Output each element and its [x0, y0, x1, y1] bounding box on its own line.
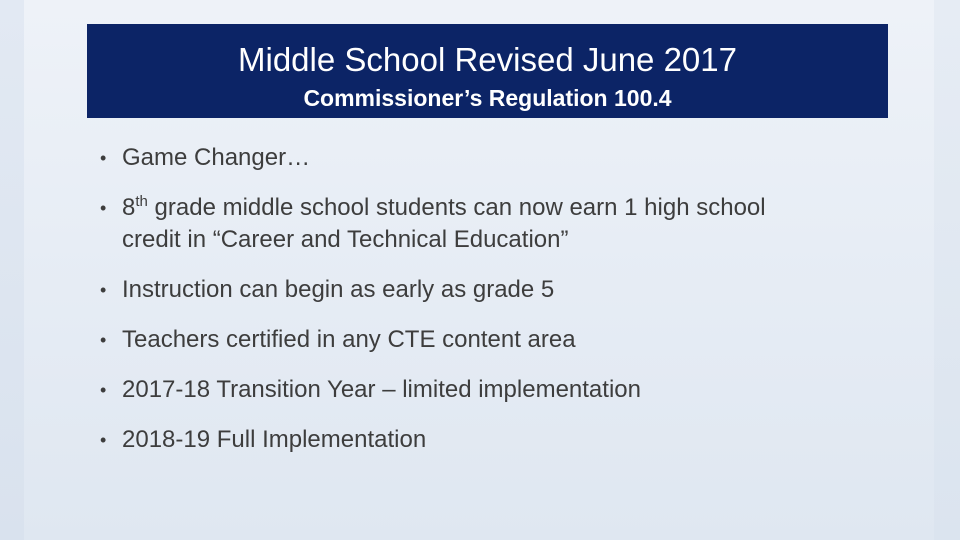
bullet-item-full-implementation	[100, 424, 900, 456]
bullet-text-ordinal-suffix: th	[135, 193, 148, 210]
slide-title: Middle School Revised June 2017	[238, 41, 737, 78]
bullet-item-teacher-certification	[100, 324, 900, 356]
bullet-text: Game Changer…	[122, 144, 311, 171]
bullet-item-high-school-credit	[100, 192, 900, 256]
bullet-icon: •	[100, 380, 107, 400]
title-banner	[87, 24, 888, 118]
bullet-text: 2018-19 Full Implementation	[122, 426, 427, 453]
bullet-text-grade-number: 8	[122, 194, 136, 221]
decorative-band-right	[934, 0, 960, 540]
bullet-icon: •	[100, 330, 107, 350]
slide-subtitle: Commissioner’s Regulation 100.4	[303, 85, 672, 111]
bullet-text	[122, 192, 900, 256]
bullet-icon: •	[100, 280, 107, 300]
bullet-text: 2017-18 Transition Year – limited implementation	[122, 376, 641, 403]
bullet-text: Instruction can begin as early as grade 5	[122, 276, 555, 303]
bullet-icon: •	[100, 430, 107, 450]
bullet-text-line1: grade middle school students can now earn 1 high school	[147, 194, 766, 221]
bullet-list	[100, 142, 900, 456]
bullet-text-line2: credit in “Career and Technical Education”	[122, 226, 569, 253]
bullet-item-game-changer	[100, 142, 900, 174]
bullet-icon: •	[100, 198, 107, 218]
decorative-band-left	[0, 0, 24, 540]
bullet-item-transition-year	[100, 374, 900, 406]
bullet-icon: •	[100, 148, 107, 168]
bullet-text: Teachers certified in any CTE content area	[122, 326, 576, 353]
bullet-item-instruction-start	[100, 274, 900, 306]
